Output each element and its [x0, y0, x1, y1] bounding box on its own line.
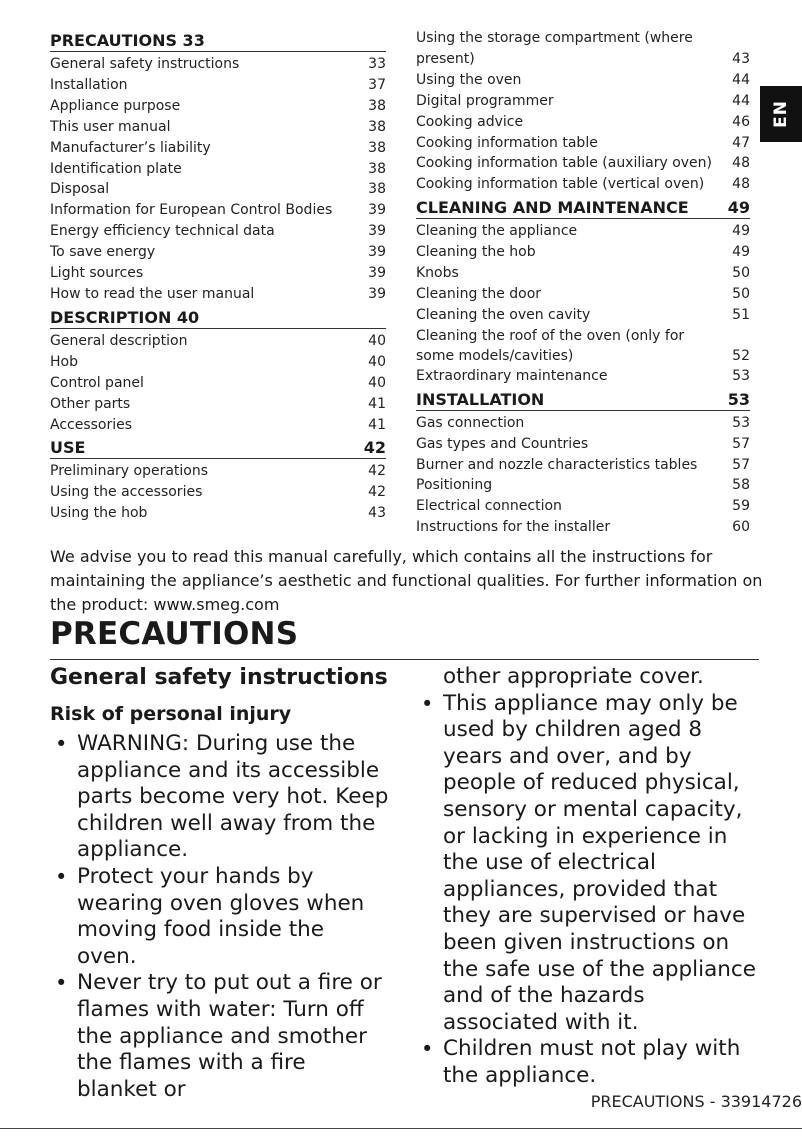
toc-entry-title: Instructions for the installer: [416, 519, 611, 536]
toc-page-number: 59: [732, 498, 750, 515]
subsection-title: Risk of personal injury: [50, 703, 292, 725]
toc-heading-title: DESCRIPTION 40: [50, 307, 200, 327]
toc-page-number: 48: [732, 155, 750, 172]
page-title: PRECAUTIONS: [50, 616, 299, 652]
toc-entry-title: Light sources: [50, 265, 144, 282]
toc-entry-title: Hob: [50, 353, 78, 370]
toc-entry: [50, 242, 386, 263]
toc-page-number: 38: [368, 181, 386, 198]
toc-entry-title: Manufacturer’s liability: [50, 139, 211, 156]
toc-entry: [416, 496, 750, 517]
toc-page-number: 44: [732, 71, 750, 88]
toc-entry: [416, 28, 750, 70]
toc-page-number: 49: [732, 223, 750, 240]
toc-entry: [50, 284, 386, 305]
bullet-item: • Children must not play with the appliance.: [416, 1036, 761, 1089]
toc-entry: [50, 96, 386, 117]
toc-page-number: 58: [732, 477, 750, 494]
toc-entry: [416, 475, 750, 496]
toc-heading-title: CLEANING AND MAINTENANCE: [416, 198, 689, 218]
toc-entry: [416, 517, 750, 538]
toc-entry: [416, 91, 750, 112]
toc-page-number: 57: [732, 456, 750, 473]
toc-page-number: 57: [732, 435, 750, 452]
toc-entry-title: Digital programmer: [416, 92, 554, 109]
toc-page-number: 40: [368, 353, 386, 370]
toc-entry: [50, 200, 386, 221]
toc-section-heading: [416, 387, 750, 411]
intro-paragraph: We advise you to read this manual carefully, which contains all the instructions for maintaining the appliance’s aesthetic and functional qualities. For further information on the product: www.smeg.com: [50, 547, 763, 614]
bullet-item: • WARNING: During use the appliance and its accessible parts become very hot. Keep children well away from the appliance.: [50, 731, 390, 864]
toc-heading-title: USE: [50, 438, 86, 458]
toc-entry-title: Cleaning the hob: [416, 244, 536, 261]
toc-page-number: 49: [727, 198, 750, 218]
toc-page-number: 44: [732, 92, 750, 109]
toc-entry-title: Extraordinary maintenance: [416, 367, 608, 384]
toc-entry: [50, 503, 386, 524]
toc-section-heading: [416, 195, 750, 219]
toc-entry-title: Disposal: [50, 181, 110, 198]
toc-entry-title: Accessories: [50, 416, 133, 433]
toc-entry: [416, 263, 750, 284]
toc-entry: [50, 331, 386, 352]
toc-entry: [50, 482, 386, 503]
toc-entry: [416, 153, 750, 174]
toc-entry: [416, 305, 750, 326]
toc-entry-title: Cleaning the appliance: [416, 223, 578, 240]
toc-entry-title: Energy efficiency technical data: [50, 223, 275, 240]
toc-section-heading: [50, 28, 386, 52]
bullet-list-right: [416, 691, 761, 1090]
toc-entry: [416, 174, 750, 195]
toc-entry-title: Burner and nozzle characteristics tables: [416, 456, 698, 473]
toc-entry-title: Gas types and Countries: [416, 435, 589, 452]
toc-entry: [50, 159, 386, 180]
toc-page-number: 60: [732, 519, 750, 536]
toc-page-number: 39: [368, 202, 386, 219]
toc-entry-title: Using the accessories: [50, 484, 203, 501]
toc-page-number: 41: [368, 395, 386, 412]
toc-entry-title: Cooking information table (vertical oven): [416, 176, 705, 193]
toc-entry: [416, 455, 750, 476]
toc-entry-title: Cooking advice: [416, 113, 524, 130]
toc-entry: [416, 133, 750, 154]
toc-page-number: 33: [368, 56, 386, 72]
toc-entry-title: Cleaning the oven cavity: [416, 306, 591, 323]
toc-page-number: 42: [368, 484, 386, 501]
toc-entry: [416, 413, 750, 434]
toc-entry-title: Knobs: [416, 265, 459, 282]
toc-heading-title: INSTALLATION: [416, 389, 545, 409]
toc-section-heading: [50, 435, 386, 459]
toc-entry: [50, 373, 386, 394]
toc-page-number: 37: [368, 76, 386, 93]
toc-entry-title: Using the oven: [416, 71, 522, 88]
toc-entry: [50, 117, 386, 138]
toc-entry-title: Control panel: [50, 374, 144, 391]
toc-entry: [416, 221, 750, 242]
toc-entry-title: Identification plate: [50, 160, 182, 177]
toc-entry-title: Using the storage compartment (where present): [416, 30, 693, 67]
continued-text: other appropriate cover.: [443, 664, 704, 689]
toc-heading-title: PRECAUTIONS 33: [50, 31, 205, 50]
toc-page-number: 48: [732, 176, 750, 193]
bullet-item: • This appliance may only be used by children aged 8 years and over, and by people of reduced physical, sensory or mental capacity, or lacking in experience in the use of electrical appliances, provided that they are supervised or have been given instructions on the safe use of the appliance and of the hazards associated with it.: [416, 691, 761, 1037]
toc-entry-title: To save energy: [50, 244, 156, 261]
toc-page-number: 53: [732, 414, 750, 431]
toc-page-number: 51: [732, 306, 750, 323]
toc-entry-title: Cooking information table (auxiliary oven): [416, 155, 713, 172]
toc-entry-title: Gas connection: [416, 414, 525, 431]
toc-page-number: 38: [368, 160, 386, 177]
toc-entry: [50, 394, 386, 415]
toc-section-heading: [50, 305, 386, 329]
toc-left-column: [50, 28, 386, 524]
toc-entry-title: Information for European Control Bodies: [50, 202, 333, 219]
toc-page-number: 50: [732, 265, 750, 282]
toc-entry: [50, 221, 386, 242]
toc-page-number: 38: [368, 118, 386, 135]
title-divider: [50, 659, 759, 660]
toc-entry-title: Using the hob: [50, 505, 148, 522]
body-left-column: [50, 664, 390, 1103]
toc-entry-title: Electrical connection: [416, 498, 562, 515]
toc-entry-title: How to read the user manual: [50, 285, 255, 302]
toc-entry: [50, 179, 386, 200]
toc-entry-title: Cleaning the door: [416, 285, 542, 302]
toc-right-column: [416, 28, 750, 538]
toc-entry: [416, 242, 750, 263]
toc-page-number: 38: [368, 139, 386, 156]
toc-page-number: 43: [368, 505, 386, 522]
body-right-column: [416, 664, 761, 1090]
toc-page-number: 47: [732, 134, 750, 151]
toc-page-number: 49: [732, 244, 750, 261]
footer-divider: [0, 1128, 802, 1129]
toc-entry-title: Preliminary operations: [50, 463, 209, 480]
toc-entry: [50, 415, 386, 436]
toc-page-number: 38: [368, 97, 386, 114]
toc-page-number: 53: [727, 389, 750, 409]
toc-page-number: 40: [368, 374, 386, 391]
toc-entry-title: Cleaning the roof of the oven (only for some models/cavities): [416, 327, 685, 364]
bullet-list-left: [50, 731, 390, 1103]
toc-page-number: 53: [732, 367, 750, 384]
toc-page-number: 42: [368, 463, 386, 480]
toc-entry: [416, 284, 750, 305]
toc-page-number: 39: [368, 265, 386, 282]
page-footer: PRECAUTIONS - 33914726: [590, 1092, 802, 1111]
toc-entry: [416, 112, 750, 133]
toc-page-number: 41: [368, 416, 386, 433]
section-title: General safety instructions: [50, 665, 388, 690]
toc-entry-title: Other parts: [50, 395, 131, 412]
toc-entry-title: General safety instructions: [50, 56, 240, 72]
toc-entry-title: Cooking information table: [416, 134, 598, 151]
toc-page-number: 46: [732, 113, 750, 130]
toc-entry: [50, 352, 386, 373]
language-tab: [760, 86, 802, 142]
toc-entry-title: This user manual: [50, 118, 171, 135]
toc-entry: [50, 461, 386, 482]
toc-page-number: 50: [732, 285, 750, 302]
bullet-item: • Never try to put out a fire or flames with water: Turn off the appliance and smother the flames with a fire blanket or: [50, 970, 390, 1103]
toc-entry-title: Installation: [50, 76, 128, 93]
toc-entry: [416, 70, 750, 91]
toc-entry: [416, 366, 750, 387]
bullet-item: • Protect your hands by wearing oven gloves when moving food inside the oven.: [50, 864, 390, 970]
toc-page-number: 39: [368, 285, 386, 302]
toc-entry: [416, 434, 750, 455]
toc-entry: [50, 75, 386, 96]
language-tab-label: EN: [771, 100, 791, 128]
toc-page-number: 39: [368, 223, 386, 240]
toc-page-number: 52: [732, 347, 750, 364]
toc-entry: [50, 263, 386, 284]
toc-page-number: 40: [368, 332, 386, 349]
toc-entry-title: Positioning: [416, 477, 493, 494]
toc-entry: [50, 138, 386, 159]
toc-page-number: 39: [368, 244, 386, 261]
toc-entry-title: Appliance purpose: [50, 97, 181, 114]
toc-entry: [416, 326, 750, 366]
toc-entry: [50, 54, 386, 75]
toc-page-number: 43: [732, 50, 750, 67]
toc-page-number: 42: [363, 438, 386, 458]
toc-entry-title: General description: [50, 332, 188, 349]
